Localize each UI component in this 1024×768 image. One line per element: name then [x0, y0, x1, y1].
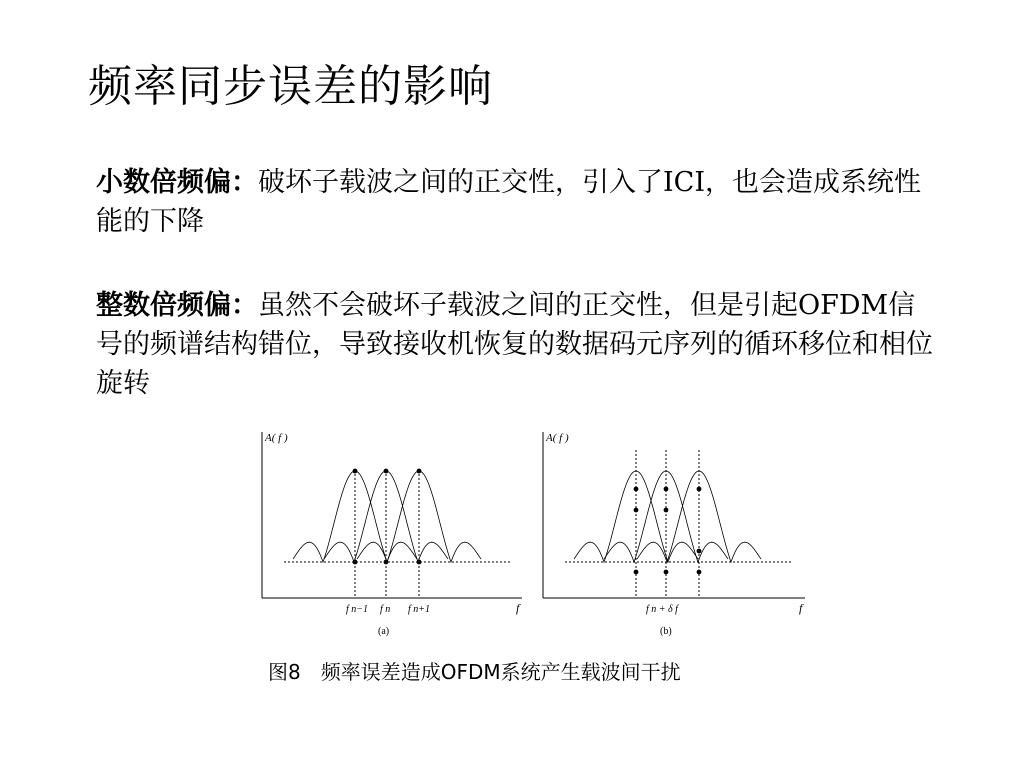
panel-a-sub-label: (a) — [378, 626, 390, 637]
panel-a-ylabel: A( f ) — [265, 432, 288, 444]
figure-caption — [268, 656, 681, 685]
panel-b-curves — [574, 471, 761, 562]
sample-dot — [664, 570, 669, 575]
sample-dot — [664, 508, 669, 513]
subcarrier-spectrum-curve — [604, 471, 728, 562]
panel-a-tick-fn+1: f n+1 — [408, 604, 431, 615]
zero-dot — [353, 560, 358, 565]
peak-dot — [417, 469, 422, 474]
subcarrier-spectrum-curve — [357, 471, 481, 562]
zero-dot — [417, 560, 422, 565]
panel-b-tick-label: f n + δ f — [646, 604, 678, 615]
sample-dot — [697, 549, 702, 554]
panel-b-ylabel: A( f ) — [546, 432, 569, 444]
panel-a-curves — [293, 471, 481, 562]
peak-dot — [353, 469, 358, 474]
desc-fractional-offset: 破坏子载波之间的正交性，引入了ICI，也会造成系统性能的下降 — [96, 167, 921, 237]
panel-a-xlabel: f — [516, 601, 520, 615]
sample-dot — [664, 487, 669, 492]
peak-dot — [384, 469, 389, 474]
figure-number: 图8 — [268, 660, 301, 684]
panel-b-sub-label: (b) — [660, 626, 672, 637]
panel-a — [262, 432, 522, 598]
panel-a-tick-fn: f n — [380, 604, 391, 615]
figure-caption-text: 频率误差造成OFDM系统产生载波间干扰 — [320, 660, 681, 684]
subcarrier-spectrum-curve — [324, 471, 448, 562]
desc-integer-offset: 虽然不会破坏子载波之间的正交性，但是引起OFDM信号的频谱结构错位，导致接收机恢复的数据码元序列的循环移位和相位旋转 — [96, 290, 933, 399]
term-fractional-offset: 小数倍频偏： — [96, 167, 258, 198]
sample-dot — [634, 508, 639, 513]
sample-dot — [697, 487, 702, 492]
page-title: 频率同步误差的影响 — [88, 61, 493, 112]
panel-a-tick-fn-1: f n−1 — [346, 604, 369, 615]
sample-dot — [634, 487, 639, 492]
term-integer-offset: 整数倍频偏： — [96, 290, 258, 321]
zero-dot — [384, 560, 389, 565]
sample-dot — [634, 570, 639, 575]
panel-b-xlabel: f — [799, 601, 803, 615]
panel-b — [543, 432, 805, 598]
subcarrier-spectrum-curve — [293, 471, 417, 562]
sample-dot — [697, 570, 702, 575]
